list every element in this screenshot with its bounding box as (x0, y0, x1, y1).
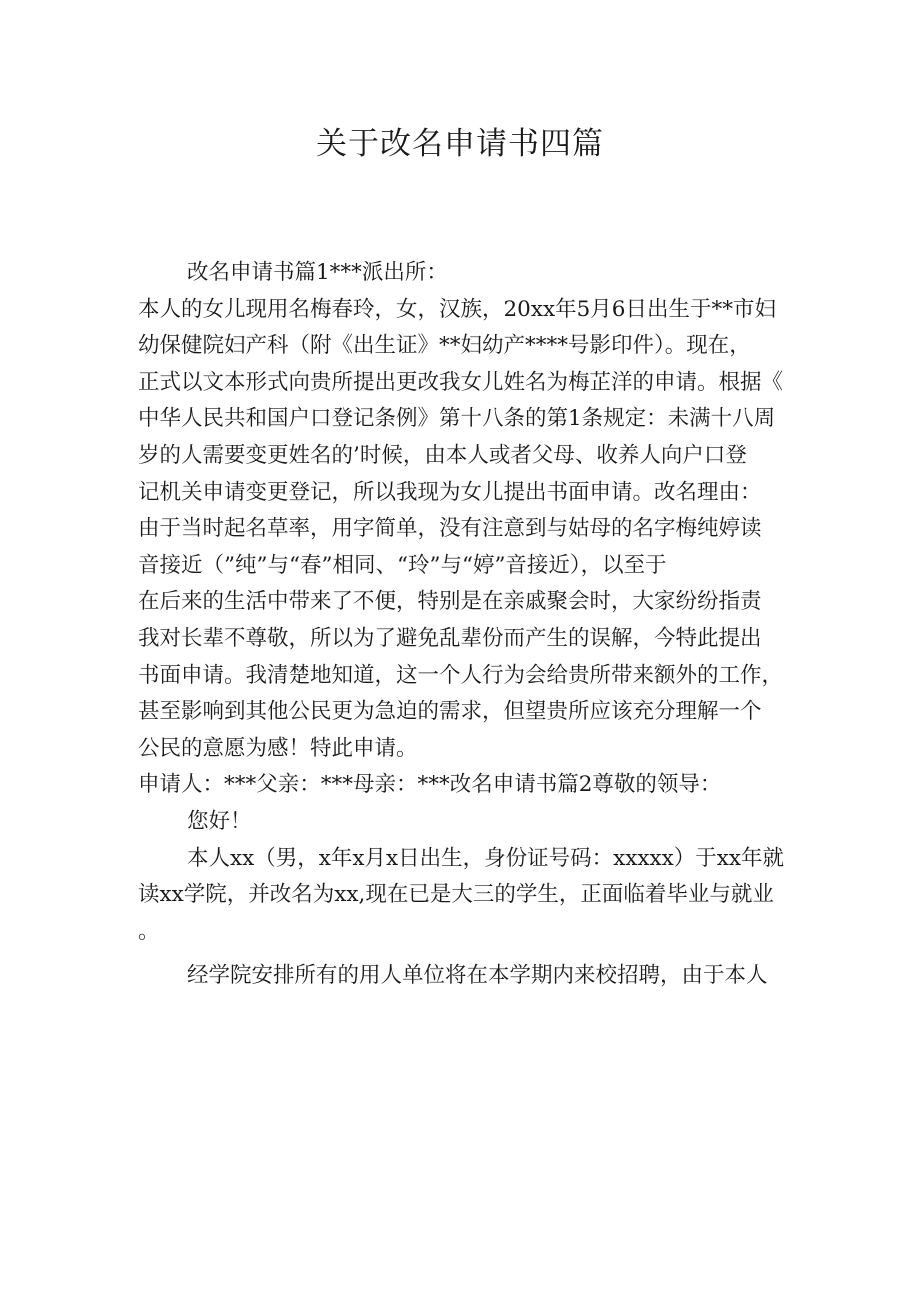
paragraph-line: 甚至影响到其他公民更为急迫的需求，但望贵所应该充分理解一个 (138, 699, 762, 725)
paragraph-line: 记机关申请变更登记，所以我现为女儿提出书面申请。改名理由： (138, 479, 762, 505)
paragraph-line: 由于当时起名草率，用字简单，没有注意到与姑母的名字梅纯婷读 (138, 516, 762, 542)
paragraph-line: 公民的意愿为感！特此申请。 (138, 735, 418, 761)
paragraph-line: 本人的女儿现用名梅春玲，女，汉族，20xx年5月6日出生于**市妇 (138, 296, 776, 322)
paragraph-line: 改名申请书篇1***派出所： (187, 260, 448, 285)
paragraph-line: 音接近（”纯”与“春”相同、“玲”与“婷”音接近），以至于 (138, 552, 667, 578)
paragraph-line: 本人xx（男，x年x月x日出生，身份证号码：xxxxx）于xx年就 (187, 845, 785, 871)
paragraph-line: 岁的人需要变更姓名的’时候，由本人或者父母、收养人向户口登 (138, 442, 747, 468)
paragraph-line: 在后来的生活中带来了不便，特别是在亲戚聚会时，大家纷纷指责 (138, 589, 762, 615)
paragraph-line: 中华人民共和国户口登记条例》第十八条的第1条规定：未满十八周 (138, 406, 776, 432)
paragraph-line: 经学院安排所有的用人单位将在本学期内来校招聘，由于本人 (187, 963, 768, 989)
document-body (138, 255, 785, 995)
paragraph-line: 幼保健院妇产科（附《出生证》**妇幼产****号影印件）。现在， (138, 333, 751, 359)
document-title: 关于改名申请书四篇 (316, 126, 604, 162)
paragraph-line: 我对长辈不尊敬，所以为了避免乱辈份而产生的误解，今特此提出 (138, 625, 762, 651)
paragraph-line: 您好！ (187, 808, 252, 834)
paragraph-line: 。 (138, 918, 160, 944)
paragraph-line: 书面申请。我清楚地知道，这一个人行为会给贵所带来额外的工作， (138, 662, 784, 688)
paragraph-line: 正式以文本形式向贵所提出更改我女儿姓名为梅芷洋的申请。根据《 (138, 369, 784, 395)
paragraph-line: 申请人：***父亲：***母亲：***改名申请书篇2尊敬的领导： (138, 772, 722, 798)
paragraph-line: 读xx学院，并改名为xx,现在已是大三的学生，正面临着毕业与就业 (138, 882, 774, 908)
